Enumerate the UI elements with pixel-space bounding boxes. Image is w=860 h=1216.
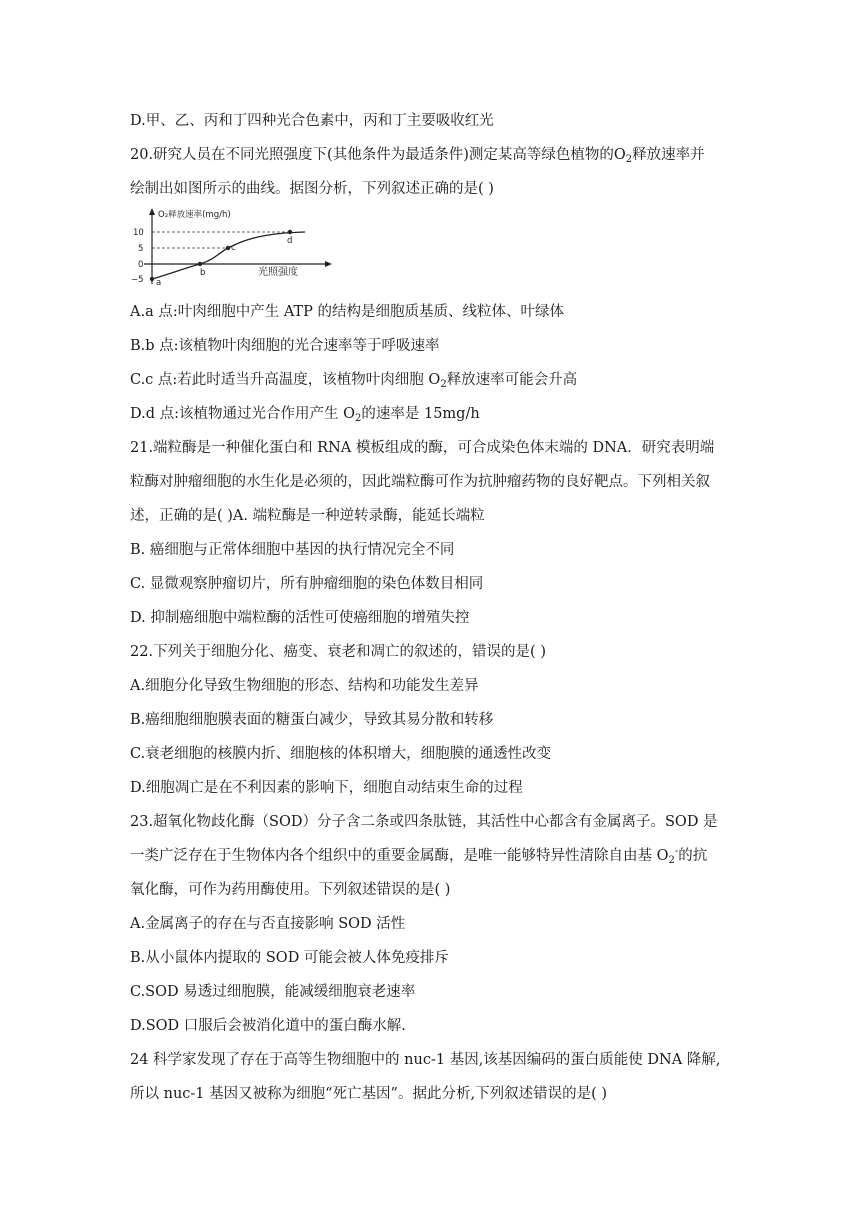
q20-option-c: C.c 点:若此时适当升高温度，该植物叶肉细胞 $O_2$释放速率可能会升高: [130, 372, 578, 390]
q20-option-d: D.d 点:该植物通过光合作用产生 $O_2$的速率是 15mg/h: [130, 406, 480, 424]
chart-point-c: [226, 246, 230, 250]
q23-stem-line1: 23.超氧化物歧化酶（SOD）分子含二条或四条肽链，其活性中心都含有金属离子。SOD 是: [130, 814, 718, 830]
q23-stem-line3: 氧化酶，可作为药用酶使用。下列叙述错误的是( ): [130, 882, 451, 898]
q20-stem-line2: 绘制出如图所示的曲线。据图分析，下列叙述正确的是( ): [130, 181, 494, 197]
q23-option-a: A.金属离子的存在与否直接影响 SOD 活性: [130, 916, 406, 932]
q23-option-b: B.从小鼠体内提取的 SOD 可能会被人体免疫排斥: [130, 950, 449, 966]
chart-point-a: [150, 277, 154, 281]
q24-stem-line2: 所以 nuc-1 基因又被称为细胞“死亡基因”。据此分析,下列叙述错误的是( ): [130, 1086, 607, 1102]
q20-stem-line1: 20.研究人员在不同光照强度下(其他条件为最适条件)测定某高等绿色植物的$O_2$释放速率并: [130, 147, 705, 165]
chart-ytick-10: 10: [133, 228, 144, 238]
chart-ytick-0: 0: [138, 260, 144, 270]
q22-stem: 22.下列关于细胞分化、癌变、衰老和凋亡的叙述的，错误的是( ): [130, 644, 546, 660]
q22-option-b: B.癌细胞细胞膜表面的糖蛋白减少，导致其易分散和转移: [130, 712, 494, 728]
q21-stem-line3: 述，正确的是( )A. 端粒酶是一种逆转录酶，能延长端粒: [130, 508, 485, 524]
q21-option-b: B. 癌细胞与正常体细胞中基因的执行情况完全不同: [130, 542, 455, 558]
q22-option-c: C.衰老细胞的核膜内折、细胞核的体积增大，细胞膜的通透性改变: [130, 746, 552, 762]
q21-option-c: C. 显微观察肿瘤切片，所有肿瘤细胞的染色体数目相同: [130, 576, 484, 592]
q21-option-d: D. 抑制癌细胞中端粒酶的活性可使癌细胞的增殖失控: [130, 610, 470, 626]
q23-stem-line2: 一类广泛存在于生物体内各个组织中的重要金属酶，是唯一能够特异性清除自由基 $O_2^-$的抗: [130, 846, 708, 866]
chart-ytick-5: 5: [138, 244, 144, 254]
q23-option-d: D.SOD 口服后会被消化道中的蛋白酶水解.: [130, 1018, 406, 1034]
chart-ytick-neg5: −5: [131, 275, 144, 285]
chart-label-b: b: [200, 268, 206, 278]
q21-stem-line2: 粒酶对肿瘤细胞的水生化是必须的，因此端粒酶可作为抗肿瘤药物的良好靶点。下列相关叙: [130, 474, 710, 490]
chart-point-b: [198, 262, 202, 266]
chart-point-d: [288, 230, 292, 234]
chart-label-d: d: [287, 236, 293, 246]
chart-xlabel: 光照强度: [258, 267, 298, 278]
q23-option-c: C.SOD 易透过细胞膜，能减缓细胞衰老速率: [130, 984, 416, 1000]
q20-option-b: B.b 点:该植物叶肉细胞的光合速率等于呼吸速率: [130, 338, 440, 354]
q21-stem-line1: 21.端粒酶是一种催化蛋白和 RNA 模板组成的酶，可合成染色体末端的 DNA．研究表明端: [130, 440, 715, 456]
chart-ylabel: O₂释放速率(mg/h): [158, 210, 231, 220]
q20-option-a: A.a 点:叶肉细胞中产生 ATP 的结构是细胞质基质、线粒体、叶绿体: [130, 304, 565, 320]
q22-option-d: D.细胞凋亡是在不利因素的影响下，细胞自动结束生命的过程: [130, 780, 523, 796]
o2-release-rate-graph: [130, 206, 340, 288]
q22-option-a: A.细胞分化导致生物细胞的形态、结构和功能发生差异: [130, 678, 479, 694]
q19-option-d: D.甲、乙、丙和丁四种光合色素中，丙和丁主要吸收红光: [130, 113, 494, 129]
chart-label-a: a: [156, 278, 162, 288]
chart-label-c: c: [231, 243, 236, 253]
q24-stem-line1: 24 科学家发现了存在于高等生物细胞中的 nuc-1 基因,该基因编码的蛋白质能使 DNA 降解,: [130, 1052, 721, 1068]
